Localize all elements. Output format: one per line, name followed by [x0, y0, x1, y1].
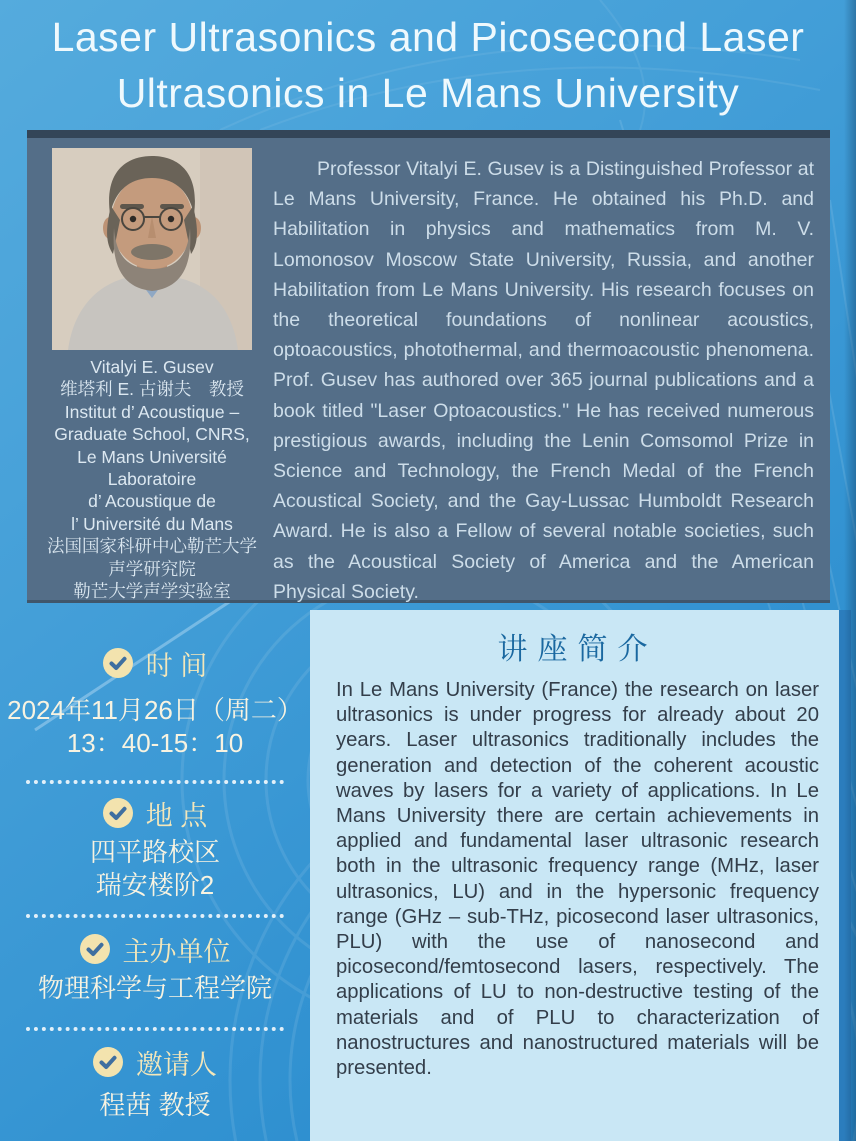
speaker-bio-text: Professor Vitalyi E. Gusev is a Distinguished Professor at Le Mans University, France. He obtained his Ph.D. and Habilitation in physics and mathematics from M. V. Lomonosov Moscow State University, Russia, and another Habilitation from Le Mans University. His research focuses on the theoretical foundations of nonlinear acoustics, optoacoustics, photothermal, and thermoacoustic phenomena. Prof. Gusev has authored over 365 journal publications and a book titled "Laser Optoacoustics." He has received numerous prestigious awards, including the Lenin Comsomol Prize in Science and Technology, the French Medal of the French Acoustical Society, and the Gay-Lussac Humboldt Research Award. He is also a Fellow of several notable societies, such as the Acoustical Society of America and the American Physical Society. [273, 158, 814, 603]
abstract-title: 讲座简介 [497, 633, 658, 666]
inviter-section-header [93, 1045, 217, 1079]
location-label: 地 点 [145, 800, 208, 831]
right-edge-shading [844, 0, 856, 1141]
speaker-column [45, 148, 259, 602]
poster-title-line2: Ultrasonics in Le Mans University [116, 70, 740, 116]
event-time: 13：40-15：10 [66, 728, 244, 758]
check-icon [93, 1047, 123, 1077]
event-date: 2024年11月26日（周二） [7, 695, 303, 725]
location-campus: 四平路校区 [89, 837, 220, 867]
poster-title-line1: Laser Ultrasonics and Picosecond Laser [51, 14, 805, 60]
inviter-name: 程茜 教授 [99, 1090, 211, 1120]
check-icon [80, 934, 110, 964]
check-icon [103, 798, 133, 828]
organizer-name: 物理科学与工程学院 [37, 973, 272, 1003]
event-details-column [0, 638, 310, 1122]
poster-header [0, 0, 856, 130]
divider [26, 780, 284, 784]
speaker-name-cn: 维塔利 E. 古谢夫 教授 [60, 379, 244, 400]
check-icon [103, 648, 133, 678]
inviter-label: 邀请人 [136, 1049, 217, 1080]
abstract-body: In Le Mans University (France) the research on laser ultrasonics is under progress for already about 20 years. Laser ultrasonics traditionally includes the generation and detection of the coherent acoustic waves by lasers for a variety of applications. In Le Mans University there are certain achievements in applied and fundamental laser ultrasonic research both in the ultrasonic frequency range (MHz, laser ultrasonics, LU) and in the hypersonic frequency range (GHz – sub-THz, picosecond laser ultrasonics, PLU) with the use of nanosecond and picosecond/femtosecond lasers, respectively. The applications of LU to non-destructive testing of the materials and of PLU to characterization of nanostructures and nanostructured materials will be presented. [336, 679, 819, 1080]
divider [26, 914, 284, 918]
lecture-abstract-panel [310, 610, 851, 1141]
speaker-bio-panel [27, 130, 830, 603]
organizer-section-header [80, 932, 231, 966]
time-label: 时 间 [145, 650, 208, 681]
speaker-name: Vitalyi E. Gusev [90, 357, 214, 377]
location-room: 瑞安楼阶2 [95, 870, 215, 900]
time-section-header [103, 646, 208, 680]
speaker-photo [52, 148, 252, 350]
organizer-label: 主办单位 [122, 936, 231, 967]
divider [26, 1027, 284, 1031]
location-section-header [103, 796, 208, 830]
speaker-caption: Vitalyi E. Gusev 维塔利 E. 古谢夫 教授 Institut d’ Acoustique – Graduate School, CNRS, Le Mans Université Laboratoire d’ Acoustique de l’ Université du Mans 法国国家科研中心勒芒大学 声学研究院 勒芒大学声学实验室 [47, 357, 257, 602]
